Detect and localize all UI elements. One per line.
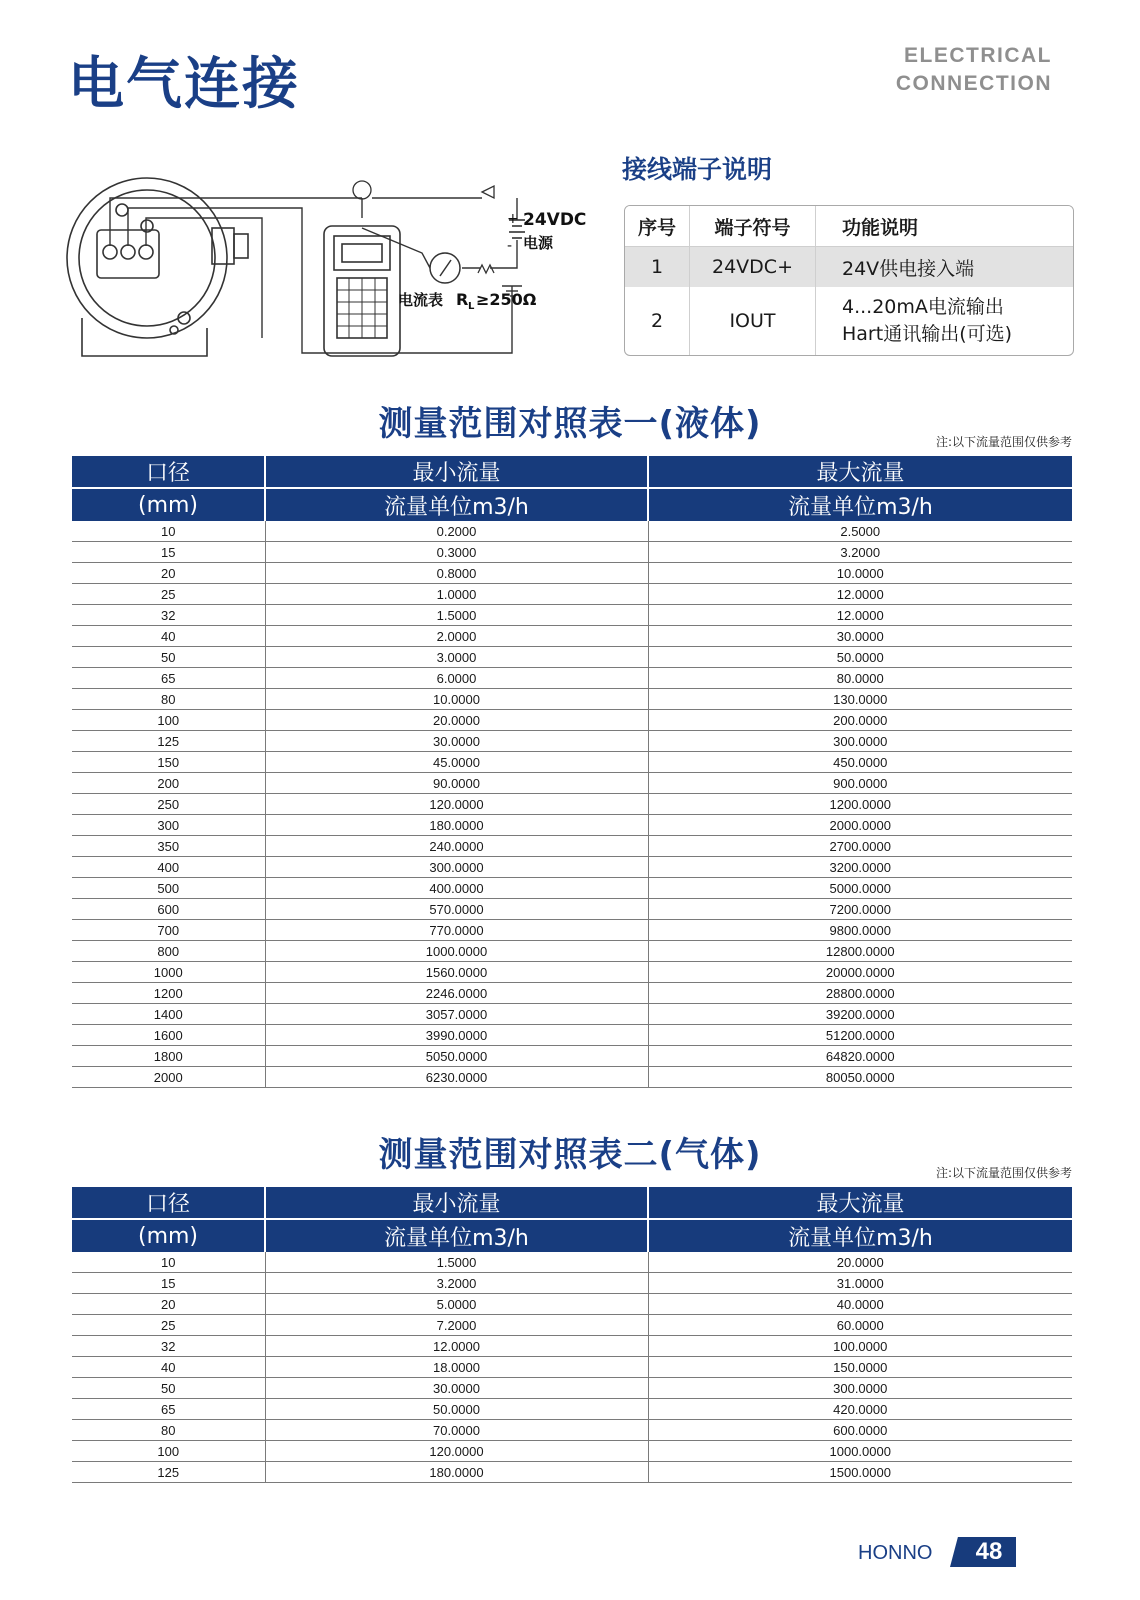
cell-diameter: 300 — [72, 815, 265, 836]
cell-max-flow: 10.0000 — [648, 563, 1072, 584]
cell-diameter: 32 — [72, 1336, 265, 1357]
cell-diameter: 20 — [72, 1294, 265, 1315]
cell-max-flow: 64820.0000 — [648, 1046, 1072, 1067]
cell-max-flow: 12800.0000 — [648, 941, 1072, 962]
cell-min-flow: 0.3000 — [265, 542, 648, 563]
cell-diameter: 350 — [72, 836, 265, 857]
terminal-row — [625, 247, 1073, 287]
cell-diameter: 50 — [72, 647, 265, 668]
cell-diameter: 600 — [72, 899, 265, 920]
cell-min-flow: 90.0000 — [265, 773, 648, 794]
cell-max-flow: 2000.0000 — [648, 815, 1072, 836]
cell-min-flow: 5.0000 — [265, 1294, 648, 1315]
cell-min-flow: 50.0000 — [265, 1399, 648, 1420]
cell-diameter: 80 — [72, 689, 265, 710]
load-resistance-label: ≥250Ω — [476, 290, 537, 309]
table-row — [72, 983, 1072, 1004]
cell-max-flow: 300.0000 — [648, 1378, 1072, 1399]
cell-diameter: 500 — [72, 878, 265, 899]
cell-diameter: 1800 — [72, 1046, 265, 1067]
cell-max-flow: 200.0000 — [648, 710, 1072, 731]
terminal-row — [625, 287, 1073, 355]
table-row — [72, 1046, 1072, 1067]
table-row — [72, 962, 1072, 983]
cell-max-flow: 20000.0000 — [648, 962, 1072, 983]
table-row — [72, 605, 1072, 626]
cell-min-flow: 30.0000 — [265, 731, 648, 752]
cell-diameter: 10 — [72, 1252, 265, 1273]
cell-max-flow: 600.0000 — [648, 1420, 1072, 1441]
table-row — [72, 1067, 1072, 1088]
load-resistor-symbol — [478, 265, 494, 273]
header-diameter: 口径 — [72, 456, 265, 488]
cell-min-flow: 1.5000 — [265, 1252, 648, 1273]
supply-voltage-label: 24VDC — [523, 210, 587, 230]
table-row — [72, 1252, 1072, 1273]
cell-diameter: 1000 — [72, 962, 265, 983]
cell-diameter: 700 — [72, 920, 265, 941]
cell-min-flow: 120.0000 — [265, 1441, 648, 1462]
english-title — [896, 42, 1052, 98]
cell-min-flow: 3.2000 — [265, 1273, 648, 1294]
cell-min-flow: 180.0000 — [265, 1462, 648, 1483]
header-max-flow: 最大流量 — [648, 1187, 1072, 1219]
cell-diameter: 1200 — [72, 983, 265, 1004]
table-row — [72, 1378, 1072, 1399]
cell-max-flow: 28800.0000 — [648, 983, 1072, 1004]
cell-max-flow: 30.0000 — [648, 626, 1072, 647]
subheader-min-unit: 流量单位m3/h — [265, 488, 648, 521]
table-row — [72, 563, 1072, 584]
subheader-unit-mm: (mm) — [72, 488, 265, 521]
table-row — [72, 689, 1072, 710]
cell-min-flow: 1000.0000 — [265, 941, 648, 962]
cell-diameter: 80 — [72, 1420, 265, 1441]
transmitter-housing-illustration — [67, 178, 248, 356]
table-row — [72, 878, 1072, 899]
table-row — [72, 1357, 1072, 1378]
gas-table-title: 测量范围对照表二(气体) — [378, 1135, 762, 1175]
cell-max-flow: 1000.0000 — [648, 1441, 1072, 1462]
english-title-line1: ELECTRICAL — [904, 44, 1052, 67]
terminal-function — [815, 287, 1073, 355]
gas-table-note: 注:以下流量范围仅供参考 — [935, 1166, 1072, 1180]
cell-min-flow: 70.0000 — [265, 1420, 648, 1441]
cell-diameter: 200 — [72, 773, 265, 794]
table-row — [72, 1441, 1072, 1462]
subheader-min-unit: 流量单位m3/h — [265, 1219, 648, 1252]
table-row — [72, 626, 1072, 647]
cell-min-flow: 3057.0000 — [265, 1004, 648, 1025]
cell-diameter: 1600 — [72, 1025, 265, 1046]
cell-max-flow: 2700.0000 — [648, 836, 1072, 857]
table-row — [72, 1336, 1072, 1357]
cell-min-flow: 5050.0000 — [265, 1046, 648, 1067]
terminal-header-symbol: 端子符号 — [689, 206, 815, 247]
cell-min-flow: 0.2000 — [265, 521, 648, 542]
cell-max-flow: 50.0000 — [648, 647, 1072, 668]
cell-min-flow: 120.0000 — [265, 794, 648, 815]
cell-min-flow: 12.0000 — [265, 1336, 648, 1357]
cell-max-flow: 3.2000 — [648, 542, 1072, 563]
table-row — [72, 752, 1072, 773]
english-title-line2: CONNECTION — [895, 72, 1052, 95]
table-row — [72, 794, 1072, 815]
terminal-section-title: 接线端子说明 — [622, 155, 773, 184]
hart-communicator-illustration — [324, 226, 400, 356]
cell-max-flow: 900.0000 — [648, 773, 1072, 794]
terminal-no: 2 — [650, 309, 664, 332]
cell-min-flow: 0.8000 — [265, 563, 648, 584]
terminal-symbol: 24VDC+ — [689, 247, 815, 287]
supply-minus-sign: - — [507, 238, 513, 254]
page-title: 电气连接 — [68, 52, 300, 117]
subheader-unit-mm: (mm) — [72, 1219, 265, 1252]
table-row — [72, 521, 1072, 542]
table-row — [72, 1315, 1072, 1336]
cell-max-flow: 100.0000 — [648, 1336, 1072, 1357]
gas-range-table — [72, 1187, 1072, 1483]
supply-label: 电源 — [523, 234, 554, 252]
table-row — [72, 815, 1072, 836]
cell-min-flow: 20.0000 — [265, 710, 648, 731]
cell-max-flow: 51200.0000 — [648, 1025, 1072, 1046]
table-row — [72, 920, 1072, 941]
wiring-diagram — [62, 168, 612, 368]
cell-diameter: 150 — [72, 752, 265, 773]
cell-min-flow: 30.0000 — [265, 1378, 648, 1399]
cell-diameter: 15 — [72, 542, 265, 563]
cell-diameter: 800 — [72, 941, 265, 962]
cell-diameter: 15 — [72, 1273, 265, 1294]
cell-max-flow: 80.0000 — [648, 668, 1072, 689]
cell-max-flow: 31.0000 — [648, 1273, 1072, 1294]
cell-max-flow: 9800.0000 — [648, 920, 1072, 941]
cell-diameter: 20 — [72, 563, 265, 584]
cell-diameter: 40 — [72, 626, 265, 647]
cell-max-flow: 420.0000 — [648, 1399, 1072, 1420]
load-r-subscript: L — [468, 301, 475, 312]
terminal-function-line2: Hart通讯输出(可选) — [842, 323, 1013, 345]
cell-min-flow: 1.5000 — [265, 605, 648, 626]
cell-max-flow: 12.0000 — [648, 605, 1072, 626]
cell-diameter: 10 — [72, 521, 265, 542]
liquid-header-row — [72, 456, 1072, 488]
cell-max-flow: 60.0000 — [648, 1315, 1072, 1336]
table-row — [72, 857, 1072, 878]
terminal-function: 24V供电接入端 — [815, 247, 1073, 287]
gas-subheader-row — [72, 1219, 1072, 1252]
cell-min-flow: 45.0000 — [265, 752, 648, 773]
cell-min-flow: 10.0000 — [265, 689, 648, 710]
cell-diameter: 1400 — [72, 1004, 265, 1025]
table-row — [72, 1273, 1072, 1294]
cell-max-flow: 1500.0000 — [648, 1462, 1072, 1483]
cell-min-flow: 240.0000 — [265, 836, 648, 857]
supply-plus-sign: + — [507, 211, 519, 227]
header-max-flow: 最大流量 — [648, 456, 1072, 488]
cell-diameter: 25 — [72, 584, 265, 605]
table-row — [72, 1004, 1072, 1025]
cell-min-flow: 18.0000 — [265, 1357, 648, 1378]
cell-min-flow: 2.0000 — [265, 626, 648, 647]
table-row — [72, 710, 1072, 731]
subheader-max-unit: 流量单位m3/h — [648, 488, 1072, 521]
cell-max-flow: 3200.0000 — [648, 857, 1072, 878]
table-row — [72, 731, 1072, 752]
cell-min-flow: 1560.0000 — [265, 962, 648, 983]
cell-max-flow: 150.0000 — [648, 1357, 1072, 1378]
cell-max-flow: 5000.0000 — [648, 878, 1072, 899]
cell-diameter: 125 — [72, 1462, 265, 1483]
diode-arrow-icon — [482, 186, 494, 198]
subheader-max-unit: 流量单位m3/h — [648, 1219, 1072, 1252]
footer-brand: HONNO — [858, 1542, 933, 1564]
table-row — [72, 1462, 1072, 1483]
terminal-function-line1: 4...20mA电流输出 — [842, 296, 1004, 318]
terminal-header-function: 功能说明 — [815, 206, 1073, 247]
cell-diameter: 40 — [72, 1357, 265, 1378]
cell-diameter: 65 — [72, 668, 265, 689]
terminal-symbol: IOUT — [689, 287, 815, 355]
table-row — [72, 542, 1072, 563]
header-min-flow: 最小流量 — [265, 456, 648, 488]
table-row — [72, 1294, 1072, 1315]
terminal-header-no: 序号 — [625, 206, 689, 247]
table-row — [72, 668, 1072, 689]
cell-min-flow: 6230.0000 — [265, 1067, 648, 1088]
terminal-no: 1 — [625, 247, 689, 287]
cell-diameter: 32 — [72, 605, 265, 626]
liquid-subheader-row — [72, 488, 1072, 521]
cell-max-flow: 1200.0000 — [648, 794, 1072, 815]
cell-diameter: 100 — [72, 710, 265, 731]
ammeter-label: 电流表 — [398, 291, 444, 309]
table-row — [72, 647, 1072, 668]
table-row — [72, 941, 1072, 962]
cell-min-flow: 2246.0000 — [265, 983, 648, 1004]
cell-max-flow: 300.0000 — [648, 731, 1072, 752]
table-row — [72, 1420, 1072, 1441]
connection-node-icon — [353, 181, 371, 199]
table-row — [72, 773, 1072, 794]
cell-max-flow: 2.5000 — [648, 521, 1072, 542]
table-row — [72, 584, 1072, 605]
cell-diameter: 125 — [72, 731, 265, 752]
table-row — [72, 1025, 1072, 1046]
cell-max-flow: 7200.0000 — [648, 899, 1072, 920]
cell-diameter: 25 — [72, 1315, 265, 1336]
cell-max-flow: 40.0000 — [648, 1294, 1072, 1315]
cell-max-flow: 450.0000 — [648, 752, 1072, 773]
table-row — [72, 836, 1072, 857]
gas-header-row — [72, 1187, 1072, 1219]
cell-min-flow: 1.0000 — [265, 584, 648, 605]
cell-min-flow: 400.0000 — [265, 878, 648, 899]
liquid-range-table — [72, 456, 1072, 1088]
terminal-table — [624, 205, 1074, 356]
wiring-lines — [110, 198, 517, 353]
cell-diameter: 250 — [72, 794, 265, 815]
cell-min-flow: 300.0000 — [265, 857, 648, 878]
header-min-flow: 最小流量 — [265, 1187, 648, 1219]
cell-min-flow: 3990.0000 — [265, 1025, 648, 1046]
table-row — [72, 899, 1072, 920]
page-number: 48 — [975, 1538, 1003, 1565]
load-r-symbol: R — [456, 290, 469, 309]
ammeter-icon — [430, 253, 460, 283]
cell-diameter: 400 — [72, 857, 265, 878]
cell-max-flow: 12.0000 — [648, 584, 1072, 605]
table-row — [72, 1399, 1072, 1420]
header-diameter: 口径 — [72, 1187, 265, 1219]
cell-max-flow: 39200.0000 — [648, 1004, 1072, 1025]
cell-min-flow: 6.0000 — [265, 668, 648, 689]
cell-max-flow: 80050.0000 — [648, 1067, 1072, 1088]
cell-min-flow: 570.0000 — [265, 899, 648, 920]
cell-max-flow: 20.0000 — [648, 1252, 1072, 1273]
cell-min-flow: 7.2000 — [265, 1315, 648, 1336]
cell-min-flow: 770.0000 — [265, 920, 648, 941]
cell-diameter: 100 — [72, 1441, 265, 1462]
cell-min-flow: 3.0000 — [265, 647, 648, 668]
liquid-table-title: 测量范围对照表一(液体) — [378, 404, 762, 444]
cell-diameter: 65 — [72, 1399, 265, 1420]
liquid-table-note: 注:以下流量范围仅供参考 — [935, 435, 1072, 449]
terminal-header-row — [625, 206, 1073, 247]
cell-diameter: 50 — [72, 1378, 265, 1399]
cell-diameter: 2000 — [72, 1067, 265, 1088]
cell-min-flow: 180.0000 — [265, 815, 648, 836]
cell-max-flow: 130.0000 — [648, 689, 1072, 710]
